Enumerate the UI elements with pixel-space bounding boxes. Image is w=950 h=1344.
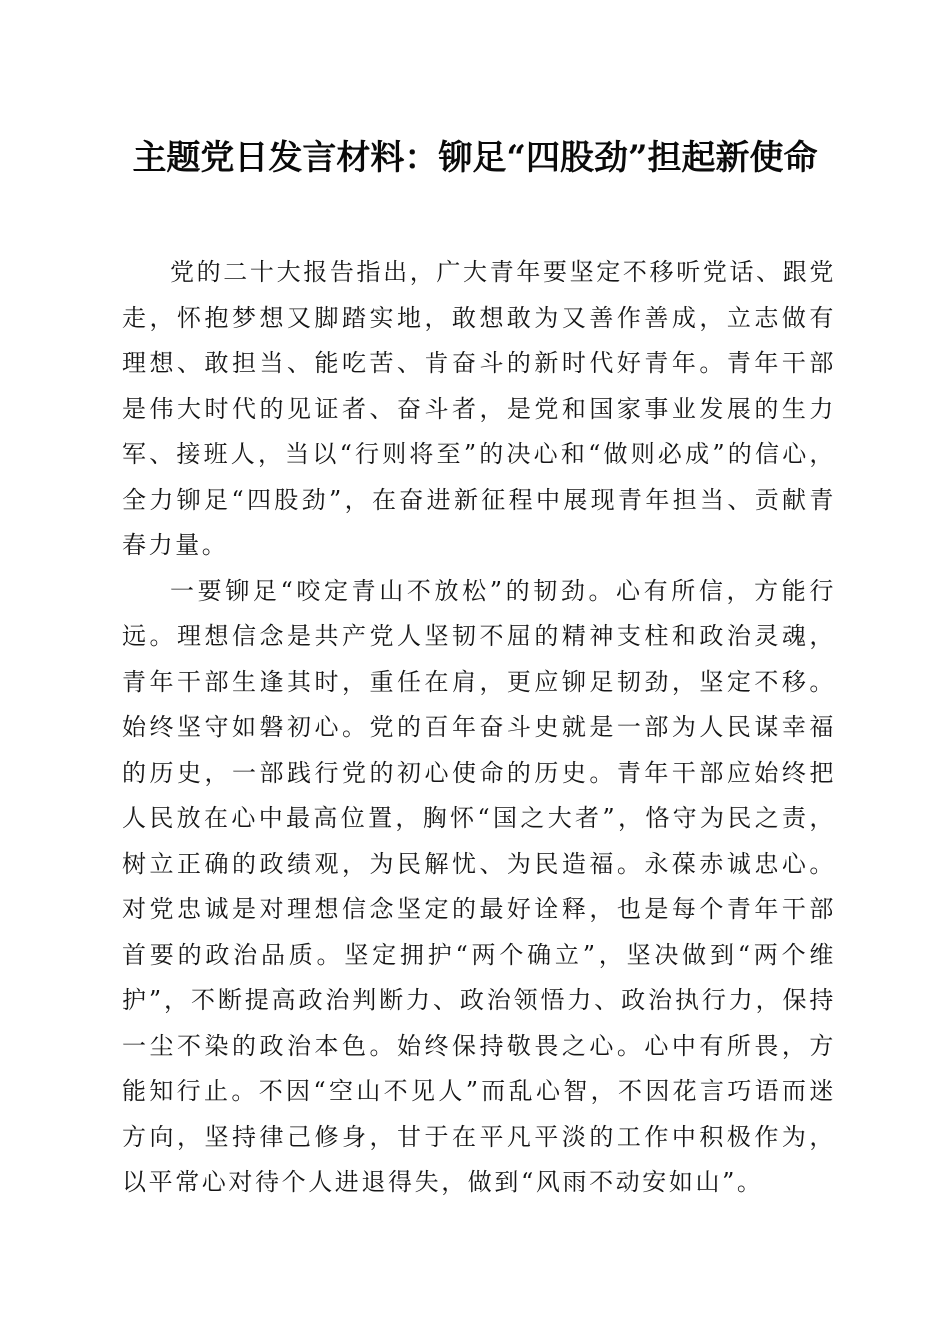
document-title: 主题党日发言材料：铆足“四股劲”担起新使命 (132, 138, 818, 178)
paragraph-first-point: 一要铆足“咬定青山不放松”的韧劲。心有所信，方能行远。理想信念是共产党人坚韧不屈的精神支柱和政治灵魂，青年干部生逢其时，重任在肩，更应铆足韧劲，坚定不移。始终坚守如磐初心。党的百年奋斗史就是一部为人民谋幸福的历史，一部践行党的初心使命的历史。青年干部应始终把人民放在心中最高位置，胸怀“国之大者”，恪守为民之责，树立正确的政绩观，为民解忧、为民造福。永葆赤诚忠心。对党忠诚是对理想信念坚定的最好诠释，也是每个青年干部首要的政治品质。坚定拥护“两个确立”，坚决做到“两个维护”，不断提高政治判断力、政治领悟力、政治执行力，保持一尘不染的政治本色。始终保持敬畏之心。心中有所畏，方能知行止。不因“空山不见人”而乱心智，不因花言巧语而迷方向，坚持律己修身，甘于在平凡平淡的工作中积极作为，以平常心对待个人进退得失，做到“风雨不动安如山”。 (122, 576, 836, 1196)
document-body (122, 250, 836, 1206)
paragraph-intro: 党的二十大报告指出，广大青年要坚定不移听党话、跟党走，怀抱梦想又脚踏实地，敢想敢为又善作善成，立志做有理想、敢担当、能吃苦、肯奋斗的新时代好青年。青年干部是伟大时代的见证者、奋斗者，是党和国家事业发展的生力军、接班人，当以“行则将至”的决心和“做则必成”的信心，全力铆足“四股劲”，在奋进新征程中展现青年担当、贡献青春力量。 (122, 258, 836, 559)
